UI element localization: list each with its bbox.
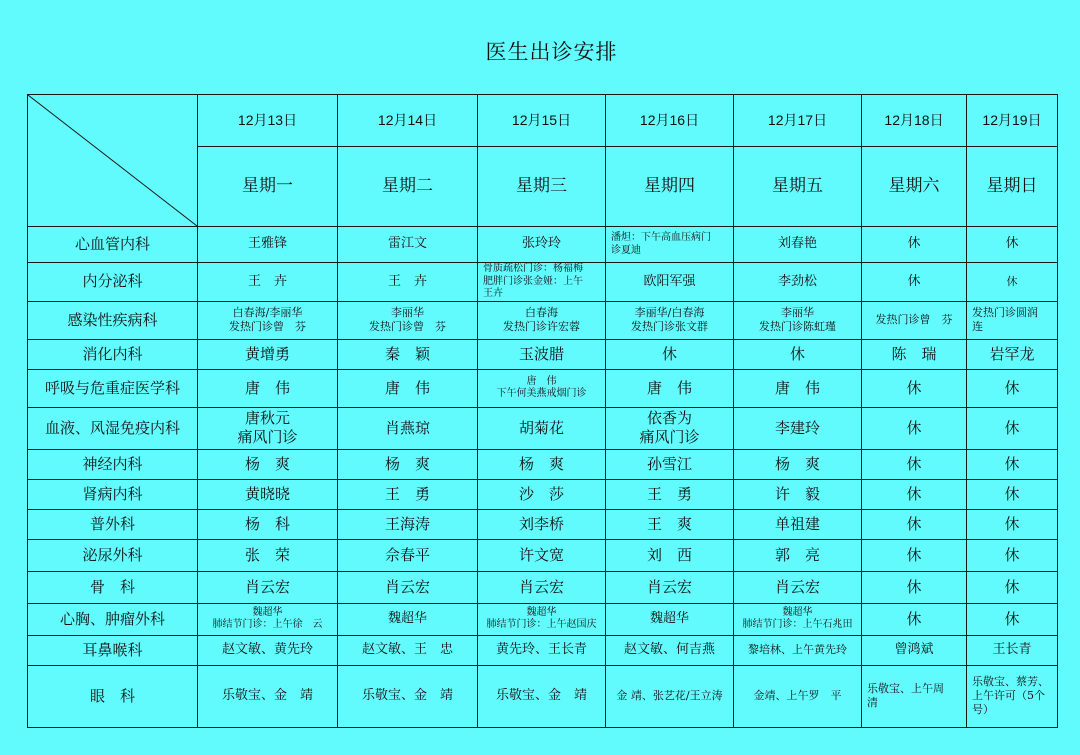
- cell-line: 发热门诊圆润: [972, 306, 1038, 320]
- cell-line: 休: [1004, 454, 1020, 473]
- cell-line: 王卉: [483, 288, 503, 299]
- cell-line: 发热门诊张文群: [631, 320, 708, 333]
- cell-line: 王海涛: [384, 514, 430, 533]
- schedule-cell: [734, 603, 862, 635]
- cell-line: 发热门诊陈虹瑾: [759, 320, 836, 333]
- schedule-cell: [606, 635, 734, 665]
- schedule-cell: [862, 479, 967, 509]
- schedule-cell: [606, 665, 734, 727]
- department-label: 肾病内科: [28, 479, 198, 509]
- schedule-cell: [862, 369, 967, 407]
- cell-line: 乐敬宝、金 靖: [495, 687, 587, 703]
- department-label: 内分泌科: [28, 263, 198, 302]
- cell-line: 清: [867, 696, 878, 709]
- cell-line: 休: [1004, 484, 1020, 503]
- schedule-cell: [478, 339, 606, 369]
- schedule-cell: [734, 571, 862, 603]
- cell-line: 休: [906, 484, 922, 503]
- schedule-cell: [967, 571, 1058, 603]
- schedule-cell: [478, 539, 606, 571]
- schedule-cell: [198, 509, 338, 539]
- cell-line: 肖云宏: [646, 577, 692, 596]
- schedule-cell: [198, 407, 338, 449]
- cell-line: 赵文敏、何吉燕: [623, 641, 715, 657]
- date-header: 12月17日: [734, 95, 862, 147]
- cell-line: 肖云宏: [244, 577, 290, 596]
- cell-line: 肖云宏: [518, 577, 564, 596]
- schedule-cell: [606, 603, 734, 635]
- cell-line: 杨 爽: [244, 454, 290, 473]
- cell-line: 王雅锋: [247, 236, 287, 252]
- schedule-cell: [478, 407, 606, 449]
- cell-line: 曾鸿斌: [894, 641, 934, 657]
- cell-line: 发热门诊曾 芬: [369, 320, 446, 333]
- schedule-cell: [338, 509, 478, 539]
- schedule-cell: [198, 571, 338, 603]
- schedule-cell: [606, 449, 734, 479]
- weekday-header: 星期二: [338, 147, 478, 227]
- weekday-header: 星期四: [606, 147, 734, 227]
- schedule-cell: [198, 369, 338, 407]
- schedule-cell: [606, 227, 734, 263]
- date-header: 12月13日: [198, 95, 338, 147]
- schedule-cell: [862, 603, 967, 635]
- cell-line: 发热门诊曾 芬: [229, 320, 306, 333]
- cell-line: 金 靖、张艺花/王立涛: [616, 689, 723, 703]
- cell-line: 肥胖门诊张金娅：上午: [483, 275, 583, 287]
- cell-line: 黄晓晓: [244, 484, 290, 503]
- cell-line: 休: [906, 577, 922, 596]
- schedule-cell: [734, 369, 862, 407]
- schedule-table: [27, 94, 1058, 728]
- schedule-cell: [967, 263, 1058, 302]
- schedule-cell: [967, 665, 1058, 727]
- cell-line: 休: [1005, 236, 1019, 252]
- table-row: [28, 227, 1058, 263]
- cell-line: 胡菊花: [518, 418, 564, 437]
- schedule-cell: [606, 407, 734, 449]
- cell-line: 李丽华: [391, 306, 424, 320]
- cell-line: 许文宽: [518, 545, 564, 564]
- cell-line: 休: [1004, 378, 1020, 397]
- cell-line: 唐 伟: [774, 378, 820, 397]
- cell-line: 张玲玲: [521, 236, 561, 252]
- cell-line: 秦 颖: [384, 344, 430, 363]
- schedule-cell: [478, 449, 606, 479]
- table-row: [28, 665, 1058, 727]
- schedule-cell: [862, 407, 967, 449]
- cell-line: 白春海: [525, 306, 558, 320]
- table-row: [28, 449, 1058, 479]
- department-label: 心胸、肿瘤外科: [28, 603, 198, 635]
- schedule-cell: [734, 449, 862, 479]
- schedule-cell: [198, 665, 338, 727]
- schedule-cell: [734, 263, 862, 302]
- department-label: 耳鼻喉科: [28, 635, 198, 665]
- cell-line: 休: [906, 378, 922, 397]
- schedule-cell: [198, 479, 338, 509]
- cell-line: 玉波腊: [518, 344, 564, 363]
- schedule-cell: [198, 603, 338, 635]
- schedule-cell: [606, 479, 734, 509]
- department-label: 泌尿外科: [28, 539, 198, 571]
- cell-line: 沙 莎: [518, 484, 564, 503]
- table-row: [28, 509, 1058, 539]
- cell-line: 王 卉: [387, 273, 427, 289]
- weekday-header: 星期五: [734, 147, 862, 227]
- cell-line: 休: [789, 344, 805, 363]
- schedule-cell: [478, 509, 606, 539]
- cell-line: 休: [907, 236, 921, 252]
- cell-line: 佘春平: [384, 545, 430, 564]
- schedule-cell: [734, 407, 862, 449]
- cell-line: 唐秋元: [244, 409, 290, 428]
- cell-line: 乐敬宝、金 靖: [361, 687, 453, 703]
- department-label: 眼 科: [28, 665, 198, 727]
- cell-line: 发热门诊曾 芬: [875, 313, 953, 327]
- cell-line: 赵文敏、王 忠: [361, 641, 453, 657]
- schedule-cell: [478, 479, 606, 509]
- cell-line: 肖云宏: [774, 577, 820, 596]
- cell-line: 魏超华: [252, 606, 283, 618]
- cell-line: 依香为: [646, 409, 692, 428]
- cell-line: 金靖、上午罗 平: [753, 689, 842, 703]
- schedule-cell: [967, 449, 1058, 479]
- table-row: [28, 635, 1058, 665]
- schedule-cell: [338, 407, 478, 449]
- schedule-cell: [338, 263, 478, 302]
- cell-line: 杨 爽: [384, 454, 430, 473]
- cell-line: 休: [661, 344, 677, 363]
- cell-line: 岩罕龙: [989, 344, 1035, 363]
- cell-line: 王 爽: [646, 514, 692, 533]
- cell-line: 休: [1004, 577, 1020, 596]
- schedule-cell: [606, 339, 734, 369]
- schedule-cell: [478, 263, 606, 302]
- schedule-cell: [862, 539, 967, 571]
- cell-line: 郭 亮: [774, 545, 820, 564]
- table-row: [28, 339, 1058, 369]
- cell-line: 雷江文: [387, 236, 427, 252]
- cell-line: 休: [906, 514, 922, 533]
- schedule-cell: [606, 369, 734, 407]
- cell-line: 休: [906, 418, 922, 437]
- cell-line: 白春海/李丽华: [232, 306, 303, 320]
- schedule-cell: [338, 301, 478, 339]
- schedule-cell: [734, 635, 862, 665]
- schedule-cell: [967, 339, 1058, 369]
- schedule-cell: [478, 227, 606, 263]
- cell-line: 诊夏迪: [611, 244, 641, 256]
- department-label: 心血管内科: [28, 227, 198, 263]
- table-row: [28, 539, 1058, 571]
- schedule-cell: [967, 635, 1058, 665]
- cell-line: 休: [1006, 274, 1018, 288]
- cell-line: 肺结节门诊：上午石兆田: [742, 619, 853, 630]
- cell-line: 李建玲: [774, 418, 820, 437]
- schedule-cell: [338, 227, 478, 263]
- cell-line: 休: [1004, 545, 1020, 564]
- cell-line: 王 卉: [247, 273, 287, 289]
- schedule-cell: [198, 635, 338, 665]
- schedule-cell: [862, 263, 967, 302]
- cell-line: 肺结节门诊：上午赵国庆: [486, 619, 597, 630]
- schedule-cell: [478, 571, 606, 603]
- cell-line: 杨 科: [244, 514, 290, 533]
- department-label: 神经内科: [28, 449, 198, 479]
- date-header: 12月14日: [338, 95, 478, 147]
- cell-line: 杨 爽: [518, 454, 564, 473]
- schedule-cell: [967, 369, 1058, 407]
- cell-line: 休: [1004, 514, 1020, 533]
- schedule-cell: [338, 449, 478, 479]
- department-label: 血液、风湿免疫内科: [28, 407, 198, 449]
- table-row: [28, 301, 1058, 339]
- schedule-cell: [198, 339, 338, 369]
- cell-line: 休: [1004, 418, 1020, 437]
- cell-line: 休: [906, 609, 922, 628]
- schedule-cell: [606, 301, 734, 339]
- schedule-cell: [198, 263, 338, 302]
- cell-line: 李丽华/白春海: [634, 306, 705, 320]
- cell-line: 黄增勇: [244, 344, 290, 363]
- schedule-cell: [734, 301, 862, 339]
- cell-line: 黄先玲、王长青: [495, 641, 587, 657]
- schedule-cell: [862, 509, 967, 539]
- date-header: 12月19日: [967, 95, 1058, 147]
- table-row: [28, 263, 1058, 302]
- cell-line: 号）: [972, 702, 994, 716]
- schedule-cell: [478, 665, 606, 727]
- cell-line: 刘春艳: [777, 236, 817, 252]
- schedule-cell: [967, 407, 1058, 449]
- weekday-header: 星期三: [478, 147, 606, 227]
- cell-line: 黎培林、上午黄先玲: [748, 643, 847, 657]
- schedule-cell: [734, 479, 862, 509]
- weekday-header: 星期日: [967, 147, 1058, 227]
- schedule-cell: [862, 227, 967, 263]
- cell-line: 休: [907, 273, 921, 289]
- cell-line: 魏超华: [526, 606, 557, 618]
- schedule-cell: [967, 479, 1058, 509]
- cell-line: 李丽华: [781, 306, 814, 320]
- cell-line: 肖燕琼: [384, 418, 430, 437]
- cell-line: 陈 瑞: [891, 344, 937, 363]
- cell-line: 张 荣: [244, 545, 290, 564]
- cell-line: 上午许可（5个: [972, 689, 1045, 703]
- cell-line: 魏超华: [782, 606, 813, 618]
- cell-line: 肖云宏: [384, 577, 430, 596]
- table-row: [28, 407, 1058, 449]
- cell-line: 痛风门诊: [237, 428, 298, 446]
- cell-line: 魏超华: [387, 610, 427, 626]
- schedule-cell: [478, 603, 606, 635]
- cell-line: 唐 伟: [384, 378, 430, 397]
- schedule-cell: [734, 665, 862, 727]
- schedule-cell: [862, 665, 967, 727]
- schedule-cell: [967, 227, 1058, 263]
- schedule-cell: [862, 571, 967, 603]
- date-header: 12月15日: [478, 95, 606, 147]
- schedule-cell: [967, 539, 1058, 571]
- schedule-cell: [967, 509, 1058, 539]
- cell-line: 王长青: [992, 641, 1032, 657]
- cell-line: 杨 爽: [774, 454, 820, 473]
- schedule-cell: [338, 539, 478, 571]
- schedule-cell: [338, 571, 478, 603]
- cell-line: 潘炟：下午高血压病门: [611, 232, 711, 243]
- schedule-cell: [338, 603, 478, 635]
- schedule-cell: [478, 301, 606, 339]
- cell-line: 乐敬宝、金 靖: [221, 687, 313, 703]
- schedule-cell: [606, 571, 734, 603]
- schedule-cell: [338, 635, 478, 665]
- schedule-cell: [338, 369, 478, 407]
- cell-line: 发热门诊许宏蓉: [503, 320, 580, 333]
- cell-line: 肺结节门诊：上午徐 云: [212, 619, 323, 630]
- schedule-cell: [198, 227, 338, 263]
- date-header: 12月18日: [862, 95, 967, 147]
- cell-line: 乐敬宝、蔡芳、: [972, 675, 1049, 689]
- department-label: 感染性疾病科: [28, 301, 198, 339]
- table-row: [28, 479, 1058, 509]
- table-row: [28, 571, 1058, 603]
- schedule-cell: [198, 449, 338, 479]
- cell-line: 赵文敏、黄先玲: [221, 641, 313, 657]
- header-diagonal-cell: [28, 95, 198, 227]
- cell-line: 魏超华: [649, 610, 689, 626]
- cell-line: 刘 西: [646, 545, 692, 564]
- department-label: 消化内科: [28, 339, 198, 369]
- table-row: [28, 369, 1058, 407]
- cell-line: 欧阳军强: [643, 273, 696, 289]
- cell-line: 休: [906, 545, 922, 564]
- cell-line: 骨质疏松门诊：杨福梅: [483, 263, 583, 274]
- table-row: [28, 603, 1058, 635]
- schedule-cell: [967, 301, 1058, 339]
- cell-line: 唐 伟: [526, 375, 557, 387]
- schedule-cell: [734, 539, 862, 571]
- department-label: 骨 科: [28, 571, 198, 603]
- schedule-cell: [338, 665, 478, 727]
- date-header: 12月16日: [606, 95, 734, 147]
- schedule-cell: [734, 227, 862, 263]
- cell-line: 乐敬宝、上午周: [867, 682, 944, 696]
- cell-line: 许 毅: [774, 484, 820, 503]
- schedule-cell: [198, 301, 338, 339]
- schedule-cell: [734, 509, 862, 539]
- cell-line: 李劲松: [777, 273, 817, 289]
- schedule-cell: [606, 509, 734, 539]
- schedule-cell: [862, 635, 967, 665]
- cell-line: 王 勇: [384, 484, 430, 503]
- cell-line: 唐 伟: [646, 378, 692, 397]
- schedule-cell: [862, 449, 967, 479]
- schedule-cell: [478, 635, 606, 665]
- page-title: 医生出诊安排: [485, 40, 618, 64]
- date-row: [28, 95, 1058, 147]
- cell-line: 下午何美燕戒烟门诊: [496, 388, 587, 399]
- diagonal-line: [28, 95, 197, 226]
- cell-line: 休: [1004, 609, 1020, 628]
- schedule-cell: [338, 339, 478, 369]
- schedule-cell: [198, 539, 338, 571]
- schedule-cell: [734, 339, 862, 369]
- cell-line: 单祖建: [774, 514, 820, 533]
- cell-line: 唐 伟: [244, 378, 290, 397]
- cell-line: 王 勇: [646, 484, 692, 503]
- cell-line: 痛风门诊: [639, 428, 700, 446]
- department-label: 普外科: [28, 509, 198, 539]
- schedule-cell: [967, 603, 1058, 635]
- schedule-cell: [862, 301, 967, 339]
- weekday-header: 星期六: [862, 147, 967, 227]
- cell-line: 连: [972, 320, 983, 333]
- department-label: 呼吸与危重症医学科: [28, 369, 198, 407]
- cell-line: 孙雪江: [646, 454, 692, 473]
- cell-line: 休: [906, 454, 922, 473]
- weekday-header: 星期一: [198, 147, 338, 227]
- schedule-cell: [478, 369, 606, 407]
- schedule-cell: [338, 479, 478, 509]
- schedule-cell: [862, 339, 967, 369]
- cell-line: 刘李桥: [518, 514, 564, 533]
- schedule-cell: [606, 263, 734, 302]
- schedule-cell: [606, 539, 734, 571]
